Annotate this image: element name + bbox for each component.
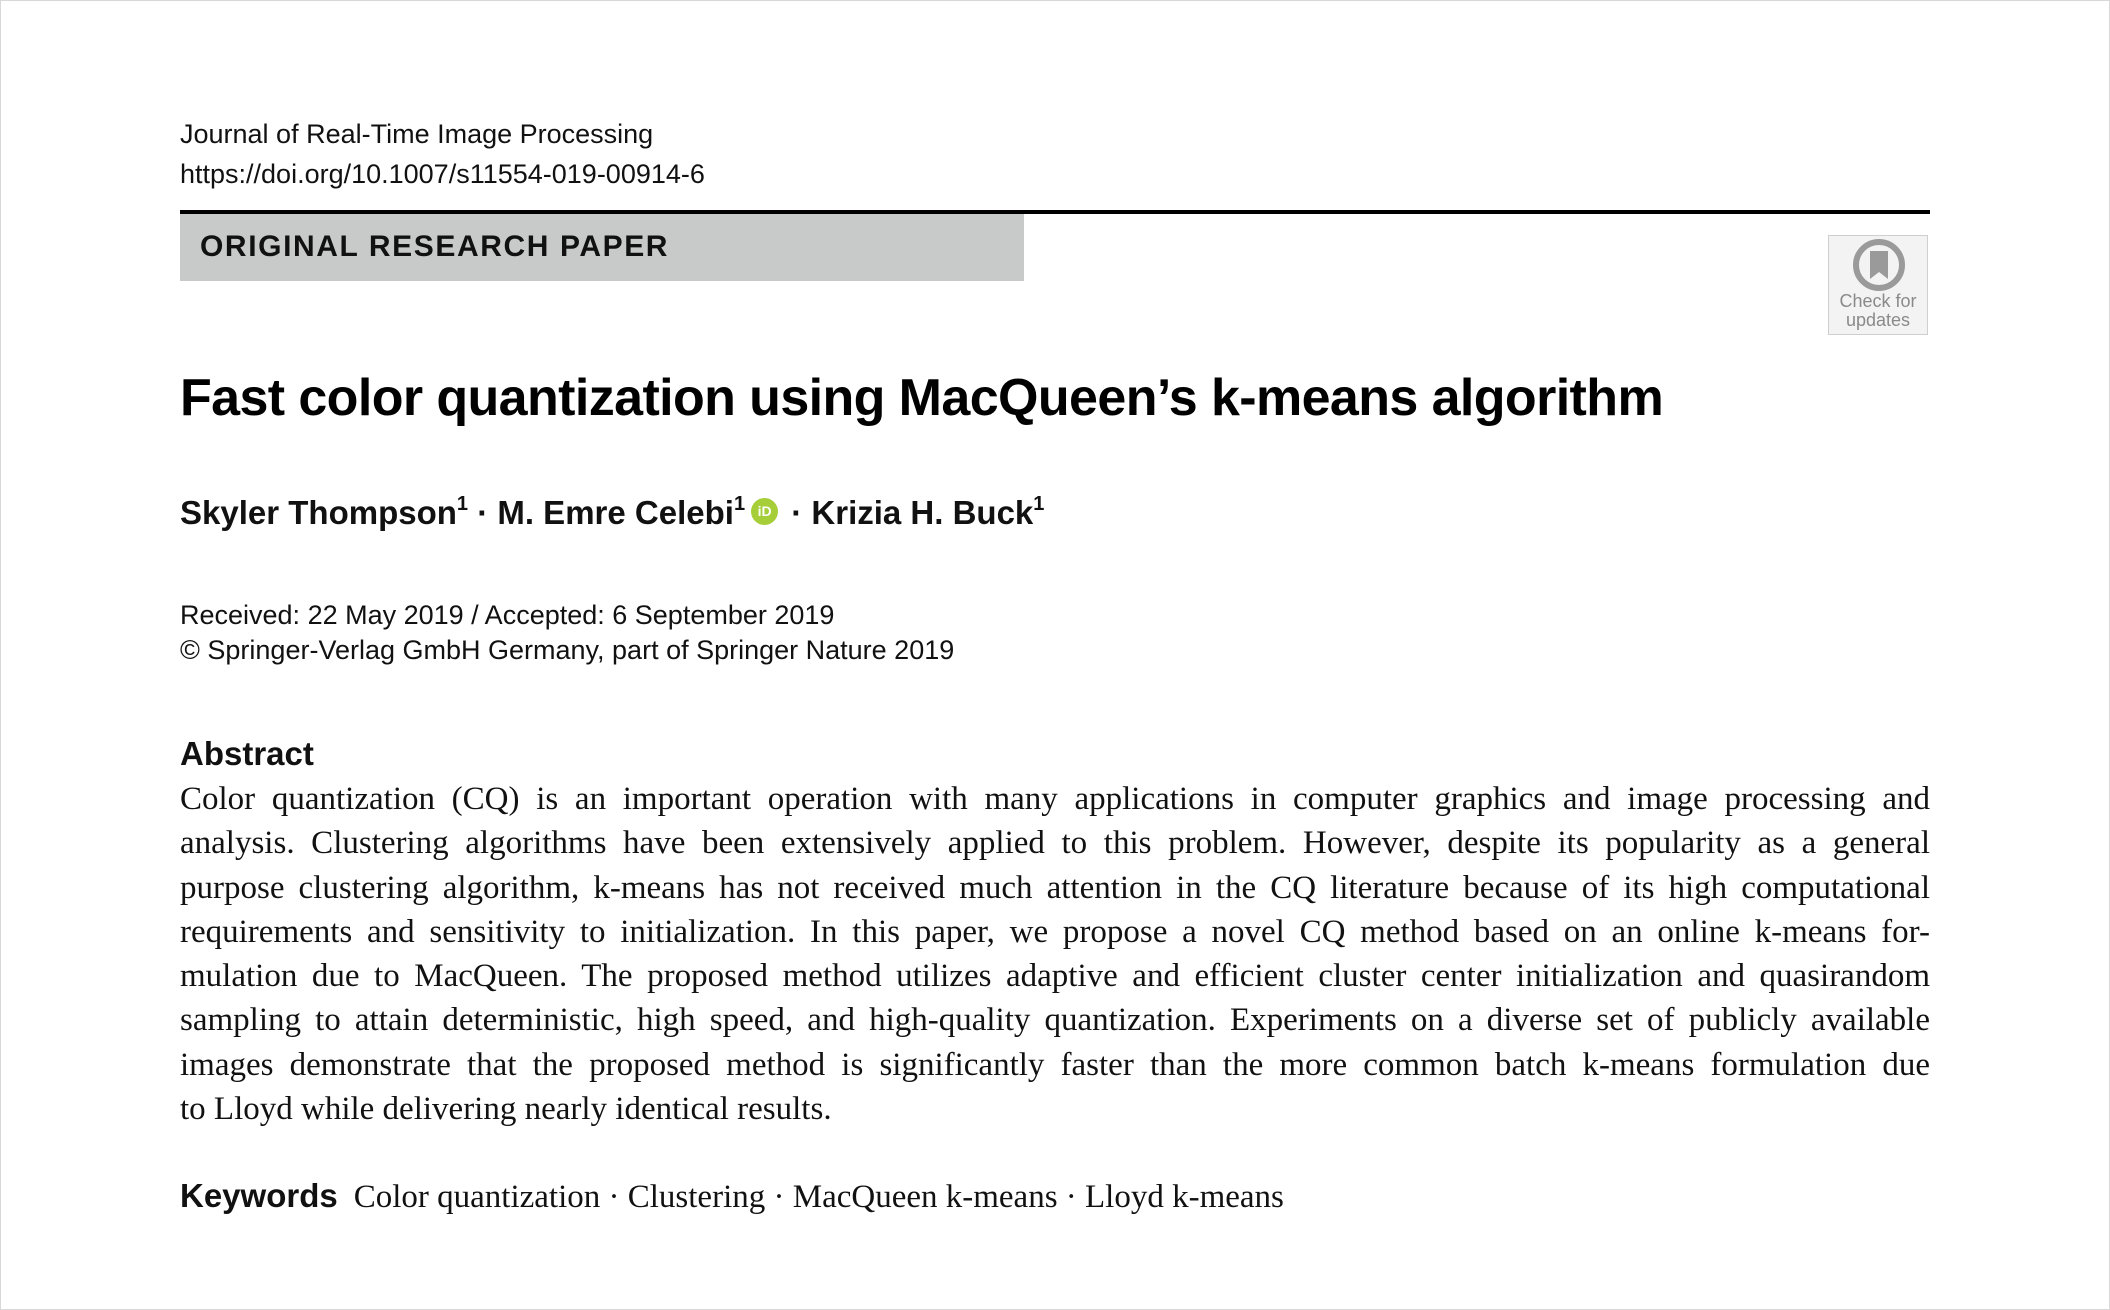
keywords-list: Color quantization · Clustering · MacQueen k-means · Lloyd k-means [353, 1179, 1284, 1215]
abstract-line: to Lloyd while delivering nearly identical results. [180, 1091, 832, 1128]
author-name[interactable]: Krizia H. Buck [811, 494, 1034, 531]
journal-name: Journal of Real-Time Image Processing [180, 119, 654, 149]
affiliation-marker: 1 [1033, 493, 1045, 515]
article-type-label: ORIGINAL RESEARCH PAPER [200, 230, 670, 263]
author-list [180, 494, 1044, 532]
keywords-label: Keywords [180, 1177, 338, 1214]
author-name[interactable]: M. Emre Celebi [497, 494, 734, 531]
doi-link[interactable]: https://doi.org/10.1007/s11554-019-00914-6 [180, 159, 705, 189]
check-updates-line1: Check for [1839, 291, 1917, 311]
publication-dates [180, 598, 954, 668]
abstract-line: sampling to attain deterministic, high speed, and high-quality quantization. Experiments on a diverse set of publicly available [180, 1002, 1930, 1039]
journal-header [180, 114, 705, 194]
abstract-heading: Abstract [180, 735, 314, 772]
article-type-band [180, 214, 1024, 281]
author-name[interactable]: Skyler Thompson [180, 494, 457, 531]
abstract-line: requirements and sensitivity to initialization. In this paper, we propose a novel CQ method based on an online k-means for- [180, 913, 1930, 950]
abstract-line: analysis. Clustering algorithms have been extensively applied to this problem. However, despite its popularity as a general [180, 825, 1930, 862]
copyright-line: © Springer-Verlag GmbH Germany, part of Springer Nature 2019 [180, 635, 955, 665]
keywords [180, 1177, 1284, 1216]
abstract-line: purpose clustering algorithm, k-means has not received much attention in the CQ literature because of its high computational [180, 869, 1930, 906]
orcid-icon[interactable]: iD [751, 498, 778, 525]
check-for-updates-button[interactable] [1828, 235, 1928, 335]
abstract-body [180, 777, 1930, 1131]
paper-title: Fast color quantization using MacQueen’s k-means algorithm [180, 369, 1664, 427]
abstract-line: mulation due to MacQueen. The proposed method utilizes adaptive and efficient cluster center initialization and quasirandom [180, 958, 1930, 995]
author-separator: · [782, 494, 812, 531]
received-accepted: Received: 22 May 2019 / Accepted: 6 September 2019 [180, 600, 835, 630]
author-separator: · [477, 494, 498, 531]
abstract-line: images demonstrate that the proposed method is significantly faster than the more common batch k-means formulation due [180, 1046, 1930, 1083]
affiliation-marker: 1 [733, 493, 746, 515]
bookmark-icon [1853, 239, 1905, 291]
affiliation-marker: 1 [456, 493, 469, 515]
abstract-line: Color quantization (CQ) is an important operation with many applications in computer graphics and image processing and [180, 781, 1930, 817]
check-updates-line2: updates [1845, 310, 1911, 330]
